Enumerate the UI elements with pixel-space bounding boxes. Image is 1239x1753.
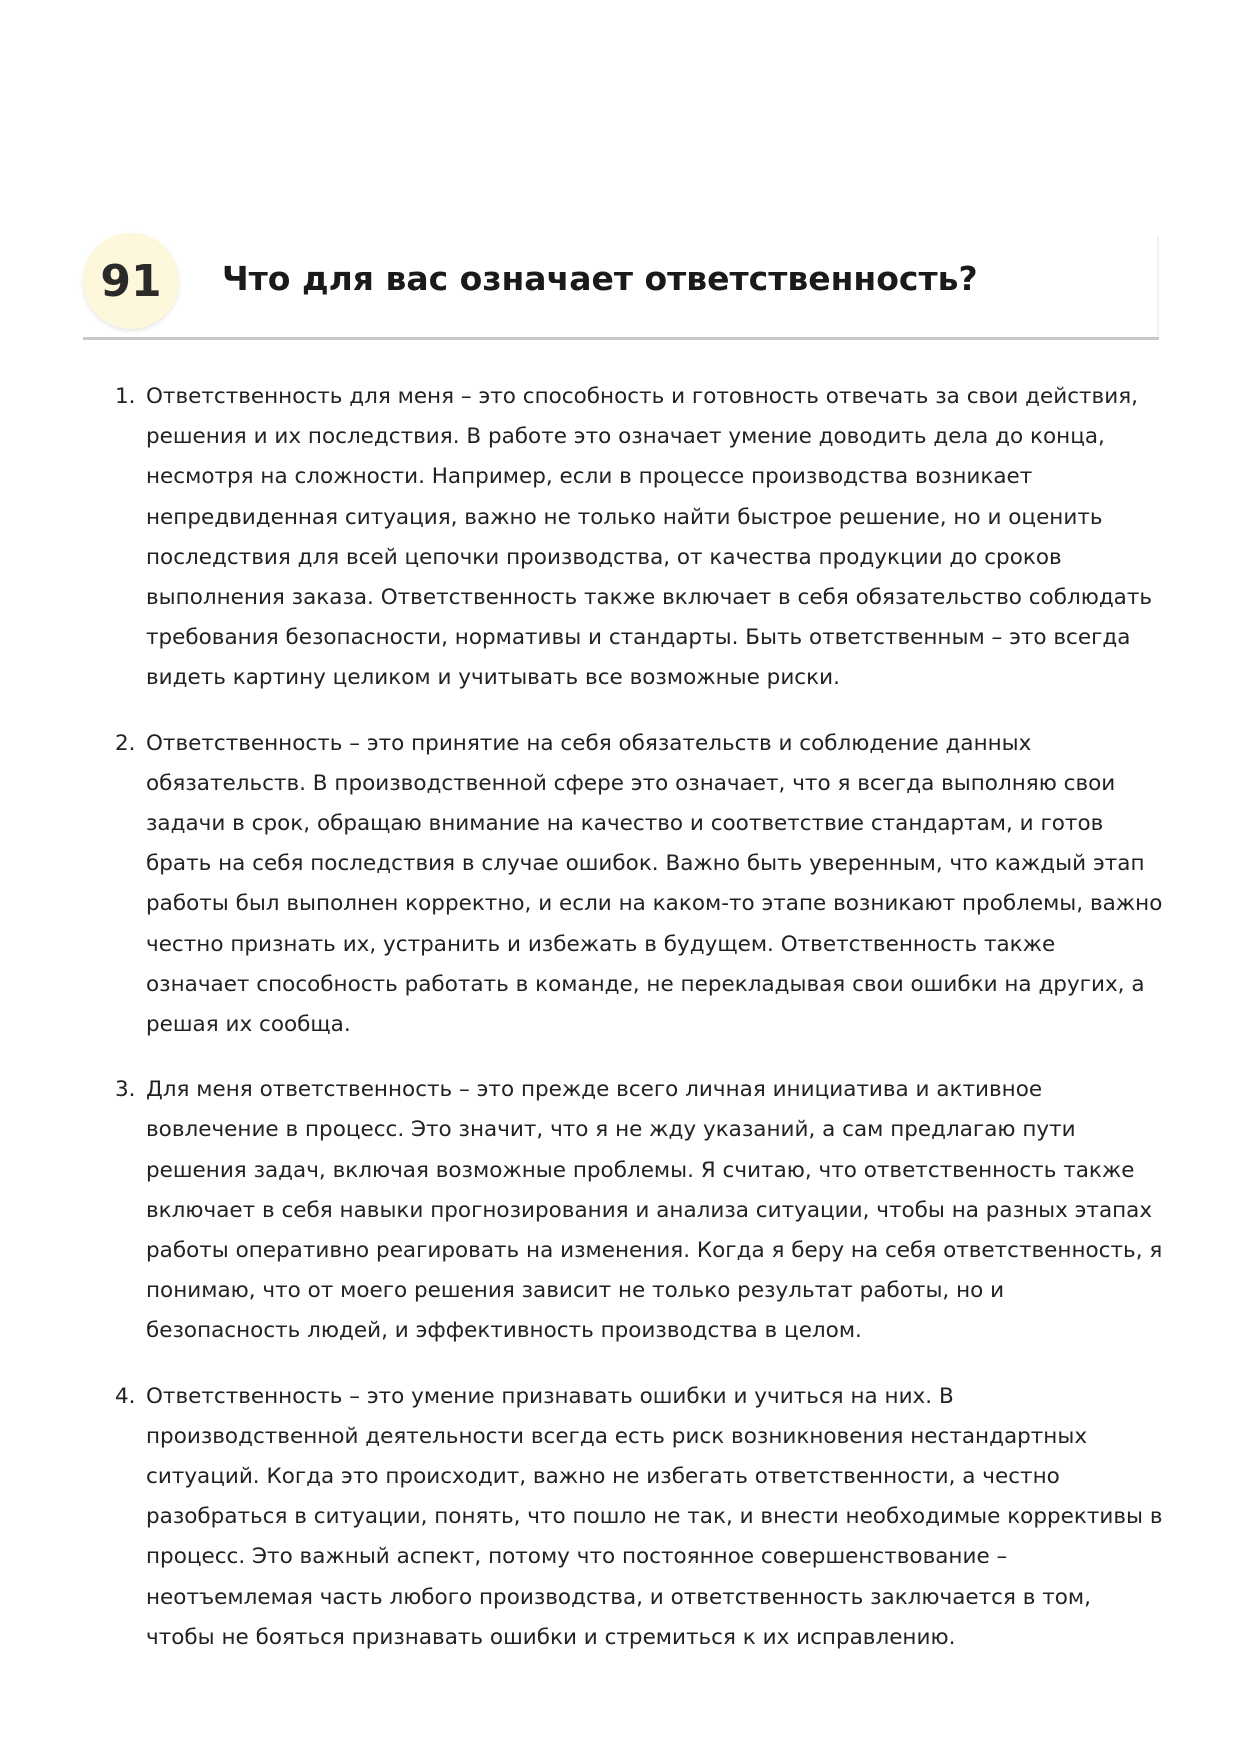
answers-list	[115, 377, 1165, 1683]
answer-item	[115, 1377, 1165, 1658]
answer-item	[115, 377, 1165, 699]
answer-item	[115, 1070, 1165, 1351]
answer-number: 2.	[115, 730, 136, 756]
answer-text: Ответственность для меня – это способность и готовность отвечать за свои действия, решения и их последствия. В работе это означает умение доводить дела до конца, несмотря на сложности. Например, если в процессе производства возникает непредвиденная ситуация, важно не только найти быстрое решение, но и оценить последствия для всей цепочки производства, от качества продукции до сроков выполнения заказа. Ответственность также включает в себя обязательство соблюдать требования безопасности, нормативы и стандарты. Быть ответственным – это всегда видеть картину целиком и учитывать все возможные риски.	[146, 384, 1153, 691]
question-title: Что для вас означает ответственность?	[222, 259, 978, 298]
header-edge	[1157, 236, 1159, 336]
answer-number: 4.	[115, 1383, 136, 1409]
answer-text: Ответственность – это умение признавать ошибки и учиться на них. В производственной деятельности всегда есть риск возникновения нестандартных ситуаций. Когда это происходит, важно не избегать ответственности, а честно разобраться в ситуации, понять, что пошло не так, и внести необходимые коррективы в процесс. Это важный аспект, потому что постоянное совершенствование – неотъемлемая часть любого производства, и ответственность заключается в том, чтобы не бояться признавать ошибки и стремиться к их исправлению.	[146, 1383, 1163, 1650]
answer-item	[115, 724, 1165, 1046]
header-divider	[83, 337, 1159, 340]
answer-text: Для меня ответственность – это прежде всего личная инициатива и активное вовлечение в процесс. Это значит, что я не жду указаний, а сам предлагаю пути решения задач, включая возможные проблемы. Я считаю, что ответственность также включает в себя навыки прогнозирования и анализа ситуации, чтобы на разных этапах работы оперативно реагировать на изменения. Когда я беру на себя ответственность, я понимаю, что от моего решения зависит не только результат работы, но и безопасность людей, и эффективность производства в целом.	[146, 1077, 1163, 1344]
question-number-badge: 91	[83, 233, 179, 329]
question-header	[83, 232, 1159, 340]
answer-number: 1.	[115, 384, 136, 409]
answer-text: Ответственность – это принятие на себя обязательств и соблюдение данных обязательств. В производственной сфере это означает, что я всегда выполняю свои задачи в срок, обращаю внимание на качество и соответствие стандартам, и готов брать на себя последствия в случае ошибок. Важно быть уверенным, что каждый этап работы был выполнен корректно, и если на каком-то этапе возникают проблемы, важно честно признать их, устранить и избежать в будущем. Ответственность также означает способность работать в команде, не перекладывая свои ошибки на других, а решая их сообща.	[146, 730, 1163, 1038]
answer-number: 3.	[115, 1077, 136, 1103]
